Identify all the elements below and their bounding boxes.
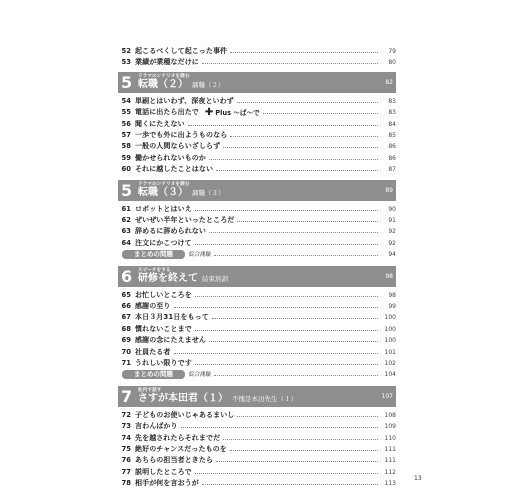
section-title: 転職（２） 調職（２） [138, 78, 225, 90]
entry-number: 67 [121, 313, 131, 322]
entry-number: 53 [121, 58, 131, 67]
toc-entry[interactable] [118, 226, 396, 237]
entry-page: 102 [384, 360, 396, 367]
section-title: さすが本田君（１） 不愧是本田先生（１） [138, 392, 297, 404]
dot-leader [195, 244, 378, 245]
entry-page: 92 [388, 239, 396, 247]
section-kicker: 社内で話す [138, 387, 162, 393]
section-title: 研修を終えて 結束培訓 [138, 272, 228, 284]
review-page: 94 [388, 250, 396, 258]
section-kicker: ドラマのシナリオを読む [138, 181, 190, 187]
entry-number: 58 [121, 142, 131, 151]
toc-entry[interactable] [118, 347, 396, 358]
toc-entry[interactable] [118, 301, 396, 312]
toc-entry[interactable] [118, 312, 396, 323]
dot-leader [209, 159, 378, 160]
entry-title: 先を越されたらそれまでだ [135, 433, 221, 442]
dot-leader [237, 102, 378, 103]
entry-number: 63 [121, 227, 131, 236]
entry-number: 57 [121, 131, 131, 139]
entry-page: 86 [388, 143, 396, 151]
review-tag: まとめの問題 [122, 250, 185, 259]
section-page: 89 [385, 186, 393, 194]
dot-leader [202, 484, 378, 485]
entry-title: 一般の人間ならいざしらず [135, 142, 221, 151]
toc-entry[interactable] [118, 107, 396, 118]
dot-leader [223, 439, 378, 440]
entry-number: 61 [121, 204, 131, 213]
entry-title: 電話に出たら出たで [135, 108, 199, 117]
section-number: 5 [121, 180, 133, 200]
entry-title: あちらの担当者ときたら [135, 456, 214, 465]
dot-leader [263, 113, 378, 114]
section-kicker: スピーチをする [138, 267, 171, 273]
toc-entry[interactable] [118, 153, 396, 164]
entry-title: 聞くにたえない [135, 119, 185, 128]
entry-title: 慣れないことまで [135, 324, 192, 333]
toc-entry[interactable] [118, 358, 396, 369]
section-subtitle: 不愧是本田先生（１） [232, 394, 297, 403]
entry-title: 感謝の至り [135, 302, 171, 310]
section-number: 7 [121, 386, 133, 406]
dot-leader [214, 255, 378, 256]
section-kicker: ドラマのシナリオを読む [138, 73, 190, 79]
dot-leader [237, 416, 378, 417]
section-header[interactable] [118, 72, 396, 93]
entry-page: 83 [388, 97, 396, 105]
toc-entry[interactable] [118, 238, 396, 249]
entry-page: 113 [384, 480, 396, 488]
entry-number: 70 [121, 347, 131, 356]
entry-title: お忙しいところを [135, 290, 192, 299]
entry-number: 62 [121, 216, 131, 224]
toc-entry[interactable] [118, 444, 396, 455]
entry-title: 感謝の念にたえません [135, 336, 206, 345]
toc-entry[interactable] [118, 324, 396, 335]
dot-leader [174, 353, 379, 354]
entry-page: 90 [388, 205, 396, 213]
dot-leader [202, 63, 378, 64]
entry-title: 相手が何を言おうが [135, 479, 199, 488]
dot-leader [195, 330, 378, 331]
toc-entry[interactable] [118, 96, 396, 107]
entry-number: 72 [121, 410, 131, 419]
toc-entry[interactable] [118, 57, 396, 68]
toc-entry[interactable] [118, 46, 396, 57]
dot-leader [212, 318, 378, 319]
dot-leader [237, 221, 378, 222]
entry-title: 言わんばかり [135, 422, 178, 431]
entry-page: 108 [384, 411, 396, 419]
entry-page: 83 [388, 109, 396, 117]
plus-icon: ✚ [204, 106, 214, 118]
entry-title: 辞めるに辞められない [135, 227, 206, 236]
toc-entry[interactable] [118, 433, 396, 444]
entry-title: 一歩でも外に出ようものなら [135, 131, 228, 139]
entry-page: 100 [384, 325, 396, 333]
entry-extra: ✚ Plus ～ば～で [204, 106, 260, 118]
entry-title: 説明したところで [135, 467, 192, 476]
entry-title: 業績が業種なだけに [135, 58, 199, 67]
entry-number: 66 [121, 302, 131, 310]
entry-page: 91 [388, 217, 396, 224]
dot-leader [195, 210, 378, 211]
entry-title: ぜいぜい半年といったところだ [135, 216, 235, 224]
entry-number: 76 [121, 456, 131, 465]
entry-title: 社員たる者 [135, 347, 171, 356]
section-page: 107 [381, 392, 393, 400]
entry-page: 100 [384, 314, 396, 322]
section-subtitle: 調職（３） [192, 188, 225, 197]
entry-page: 84 [388, 120, 396, 128]
entry-title: 絶好のチャンスだったものを [135, 445, 227, 453]
entry-title: うれしい限りです [135, 359, 192, 367]
section-subtitle: 結束培訓 [202, 274, 228, 283]
dot-leader [195, 364, 378, 365]
section-header[interactable] [118, 180, 396, 201]
dot-leader [216, 461, 378, 462]
toc-entry[interactable] [118, 119, 396, 130]
section-header[interactable] [118, 266, 396, 287]
section-page: 98 [385, 272, 393, 280]
section-subtitle: 調職（２） [192, 80, 225, 89]
toc-entry[interactable] [118, 467, 396, 478]
entry-number: 59 [121, 153, 131, 162]
entry-page: 86 [388, 154, 396, 162]
entry-title: 本日３月31日をもって [135, 313, 209, 322]
dot-leader [230, 450, 378, 451]
entry-title: 単刷とはいわず、深夜といわず [135, 96, 234, 105]
dot-leader [209, 341, 378, 342]
section-number: 6 [121, 266, 133, 286]
entry-number: 71 [121, 359, 131, 367]
dot-leader [195, 296, 378, 297]
review-label: 綜合測驗 [189, 372, 212, 379]
page-number: 13 [414, 475, 422, 482]
entry-page: 110 [384, 434, 396, 442]
entry-number: 65 [121, 290, 131, 299]
entry-page: 92 [388, 228, 396, 236]
dot-leader [214, 375, 378, 376]
review-page: 104 [384, 370, 396, 378]
entry-number: 77 [121, 467, 131, 476]
entry-number: 60 [121, 165, 131, 174]
review-label: 綜合測驗 [189, 252, 212, 259]
entry-title: 子どものお使いじゃあるまいし [135, 410, 235, 419]
toc-entry[interactable] [118, 478, 396, 489]
dot-leader [223, 147, 378, 148]
toc-entry[interactable] [118, 215, 396, 226]
toc-entry[interactable] [118, 421, 396, 432]
entry-page: 80 [388, 59, 396, 67]
entry-page: 111 [384, 446, 396, 453]
entry-number: 64 [121, 238, 131, 247]
toc-entry[interactable] [118, 455, 396, 466]
dot-leader [230, 52, 378, 53]
entry-page: 112 [384, 468, 396, 476]
entry-number: 52 [121, 47, 131, 55]
toc-entry[interactable] [118, 410, 396, 421]
toc-entry[interactable] [118, 141, 396, 152]
entry-number: 75 [121, 445, 131, 453]
dot-leader [181, 427, 378, 428]
dot-leader [174, 307, 379, 308]
dot-leader [230, 136, 378, 137]
entry-title: ロボットとはいえ [135, 204, 192, 213]
toc-entry[interactable] [118, 204, 396, 215]
toc-entry[interactable] [118, 130, 396, 141]
entry-title: 起こるべくして起こった事件 [135, 47, 228, 55]
review-row[interactable] [118, 369, 396, 379]
entry-page: 100 [384, 337, 396, 345]
section-page: 82 [385, 78, 393, 86]
entry-number: 78 [121, 479, 131, 488]
entry-page: 99 [388, 303, 396, 310]
entry-title: それに越したことはない [135, 165, 214, 174]
dot-leader [195, 473, 378, 474]
entry-page: 101 [384, 348, 396, 356]
entry-title: 働かせられないものか [135, 153, 206, 162]
entry-page: 85 [388, 132, 396, 139]
review-row[interactable] [118, 249, 396, 259]
section-header[interactable] [118, 386, 396, 407]
section-title: 転職（３） 調職（３） [138, 186, 225, 198]
dot-leader [209, 232, 378, 233]
toc-entry[interactable] [118, 164, 396, 175]
entry-page: 98 [388, 291, 396, 299]
toc-entry[interactable] [118, 335, 396, 346]
entry-number: 73 [121, 422, 131, 431]
entry-title: 注文にかこつけて [135, 238, 192, 247]
entry-page: 109 [384, 423, 396, 431]
entry-number: 69 [121, 336, 131, 345]
review-tag: まとめの問題 [122, 370, 185, 379]
entry-number: 68 [121, 324, 131, 333]
entry-number: 74 [121, 433, 131, 442]
entry-number: 56 [121, 119, 131, 128]
section-number: 5 [121, 72, 133, 92]
toc-entry[interactable] [118, 290, 396, 301]
entry-number: 54 [121, 96, 131, 105]
entry-page: 87 [388, 166, 396, 174]
dot-leader [216, 170, 378, 171]
dot-leader [188, 125, 378, 126]
entry-page: 79 [388, 48, 396, 55]
entry-number: 55 [121, 108, 131, 117]
entry-page: 111 [384, 457, 396, 465]
